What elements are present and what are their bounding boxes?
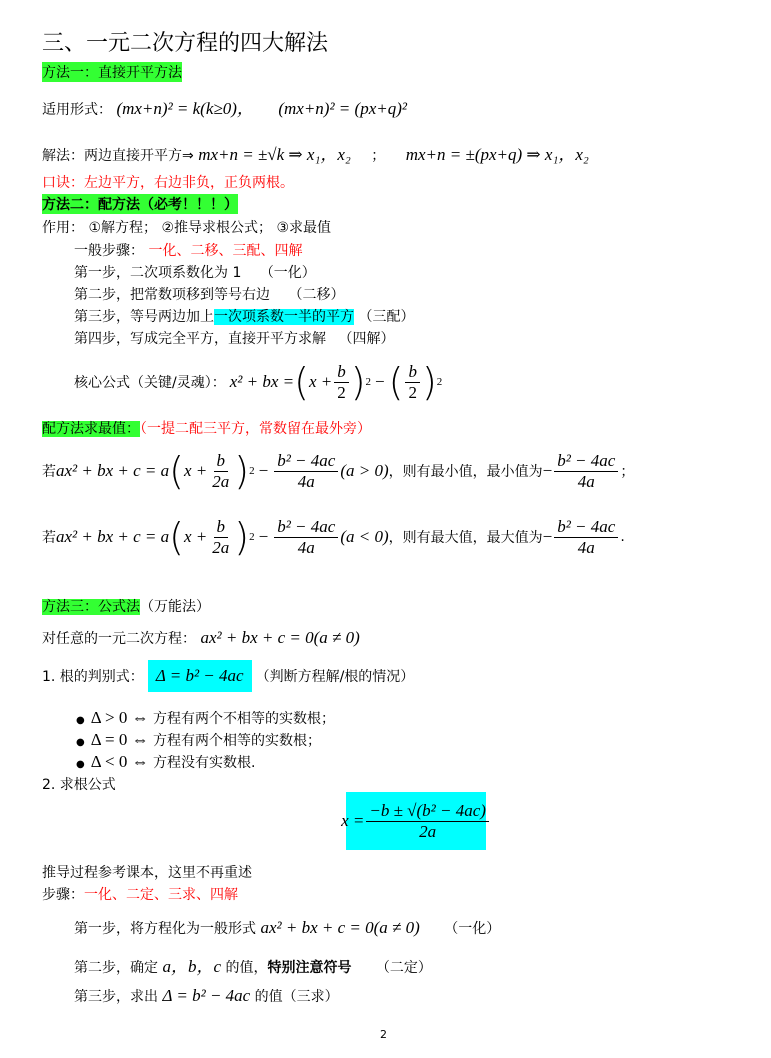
discriminant-fraction: $\frac{\text{b² − 4ac}}{4a}$ [274,451,338,491]
square-exponent: 2 [436,376,443,388]
formula-label: 2. 求根公式 [42,777,116,793]
formula-x: x = [341,811,365,830]
row-end: ； [620,464,635,480]
minus-sign: − [542,527,553,546]
case-text: 方程有两个不相等的实数根； [153,711,336,727]
method1-form-row [42,94,407,119]
form1-equation: (mx+n)² = k(k≥0)， [116,99,254,118]
minus-sign: − [258,461,269,480]
method3-tag: （万能法） [140,599,210,615]
step-text: 第三步，等号两边加上 [74,309,214,325]
solution-label: 解法：两边直接开平方⇒ [42,148,194,164]
page-number: 2 [380,1028,387,1041]
method2-step1 [74,262,316,282]
solution1-equation: mx+n = ±√k ⇒ x₁，x₂ [198,145,351,164]
use-item: ②推导求根公式； [161,220,273,236]
row-end: . [620,529,625,545]
method2-step2 [74,284,344,304]
case-text: 方程有两个相等的实数根； [153,733,322,749]
step-tag: （一化） [259,265,316,281]
steps-label: 步骤： [42,887,84,903]
method2-step3 [74,306,414,326]
solution-separator: ； [371,148,386,164]
minus-sign: − [258,527,269,546]
condition: (a < 0) [340,527,389,546]
step-text: 第二步，确定 [74,960,158,976]
vertex-form-lhs: ax² + bx + c = a [56,527,170,546]
discriminant-fraction: $\frac{\text{b² − 4ac}}{4a}$ [274,517,338,557]
step-tag: （四解） [338,331,395,347]
row-prefix: 若 [42,464,56,480]
vertex-form-lhs: ax² + bx + c = a [56,461,170,480]
method3-steps-row [42,884,238,904]
case-bullet: ● Δ = 0 ⇔ 方程有两个相等的实数根； [76,730,322,749]
general-equation: ax² + bx + c = 0(a ≠ 0) [200,628,360,647]
discriminant-label: 1. 根的判别式： [42,669,144,685]
case-text: 方程没有实数根. [153,755,256,771]
method3-step2 [74,952,432,977]
form2-equation: (mx+n)² = (px+q)² [278,99,407,118]
step-emphasis: 特别注意符号 [267,960,352,976]
method2-heading: 方法二：配方法（必考！！！） [42,194,238,214]
core-label: 核心公式（关键/灵魂）： [74,375,226,391]
method2-steps-row [74,240,302,260]
case-bullet: ● Δ > 0 ⇔ 方程有两个不相等的实数根； [76,708,336,727]
method2-uses-row [42,217,331,237]
step-tag: （二定） [375,960,432,976]
minmax-row-min: 若 ax² + bx + c = a ( x + $\frac{b}{2a}$ ) 2 − $\frac{\text{b² − 4ac}}{4a}$ (a > 0) ，则有最小值，最小值为 − $\frac{\text{b² − 4ac}}{4a}$ ； [42,449,635,493]
x-plus: x + [183,527,208,546]
method3-step1 [74,918,500,938]
uses-label: 作用： [42,220,84,236]
core-fraction: $\frac{b}{2}$ [334,362,349,402]
core-lhs: x² + bx = [229,372,295,391]
steps-summary: 一化、二移、三配、四解 [148,243,303,259]
method3-heading: 方法三：公式法 [42,599,140,615]
step-text: 第三步，求出 [74,989,158,1005]
method1-solution-row [42,140,589,165]
discriminant-row [42,660,414,692]
square-exponent: 2 [365,376,372,388]
step-tag: （一化） [444,921,501,937]
max-text: ，则有最大值，最大值为 [388,530,543,546]
core-fraction: $\frac{b}{2}$ [405,362,420,402]
method2-step4 [74,328,394,348]
row-prefix: 若 [42,530,56,546]
use-item: ①解方程； [88,220,158,236]
step-text: 第二步，把常数项移到等号右边 [74,287,270,303]
min-value-fraction: $\frac{\text{b² − 4ac}}{4a}$ [554,451,618,491]
steps-summary: 一化、二定、三求、四解 [84,887,238,903]
step-vars: a，b，c [162,957,221,976]
min-text: ，则有最小值，最小值为 [388,464,543,480]
b-over-2a: $\frac{b}{2a}$ [212,450,230,491]
case-condition: Δ = 0 ⇔ [90,730,149,749]
step-tag: （二移） [288,287,345,303]
minmax-heading: 配方法求最值： [42,421,140,437]
minmax-row-max: 若 ax² + bx + c = a ( x + $\frac{b}{2a}$ ) 2 − $\frac{\text{b² − 4ac}}{4a}$ (a < 0) ，则有最大值，最大值为 − $\frac{\text{b² − 4ac}}{4a}$ . [42,515,625,559]
step-text: 的值， [225,960,268,976]
formula-fraction: $\frac{\text{−b ± √(b² − 4ac)}}{2a}$ [366,801,489,841]
minmax-heading-row [42,418,371,438]
method3-heading-row [42,596,210,616]
step-text: 的值（三求） [254,989,339,1005]
method3-step3 [74,986,339,1006]
solution2-equation: mx+n = ±(px+q) ⇒ x₁，x₂ [405,145,589,164]
core-x: x + [308,372,333,391]
step-text: 第一步，将方程化为一般形式 [74,921,256,937]
minmax-hint: （一提二配三平方，常数留在最外旁） [140,421,371,437]
case-bullet: ● Δ < 0 ⇔ 方程没有实数根. [76,752,256,771]
quadratic-formula-box [341,792,486,850]
general-label: 对任意的一元二次方程： [42,631,196,647]
derivation-note: 推导过程参考课本，这里不再重述 [42,865,252,881]
case-condition: Δ < 0 ⇔ [90,752,149,771]
step-tag: （三配） [358,309,415,325]
form-label: 适用形式： [42,102,112,118]
b-over-2a: $\frac{b}{2a}$ [212,516,230,557]
x-plus: x + [183,461,208,480]
step-equation: Δ = b² − 4ac [162,986,251,1005]
page-title: 三、一元二次方程的四大解法 [42,31,329,56]
condition: (a > 0) [340,461,389,480]
method1-heading: 方法一：直接开平方法 [42,62,182,82]
step-text: 第四步，写成完全平方，直接开平方求解 [74,331,326,347]
steps-label: 一般步骤： [74,243,144,259]
discriminant-note: （判断方程解/根的情况） [255,669,415,685]
step-equation: ax² + bx + c = 0(a ≠ 0) [260,918,420,937]
discriminant-box: Δ = b² − 4ac [148,660,252,692]
use-item: ③求最值 [276,220,332,236]
step-highlight: 一次项系数一半的平方 [214,309,354,325]
minus-sign: − [542,461,553,480]
method1-mnemonic: 口诀：左边平方，右边非负，正负两根。 [42,175,294,191]
max-value-fraction: $\frac{\text{b² − 4ac}}{4a}$ [554,517,618,557]
core-formula-row: 核心公式（关键/灵魂）： x² + bx = ( x + $\frac{b}{2}$ ) 2 − ( $\frac{b}{2}$ ) 2 [74,360,443,404]
core-minus: − [375,372,385,391]
step-text: 第一步，二次项系数化为 1 [74,265,242,281]
case-condition: Δ > 0 ⇔ [90,708,149,727]
general-equation-row [42,628,360,648]
